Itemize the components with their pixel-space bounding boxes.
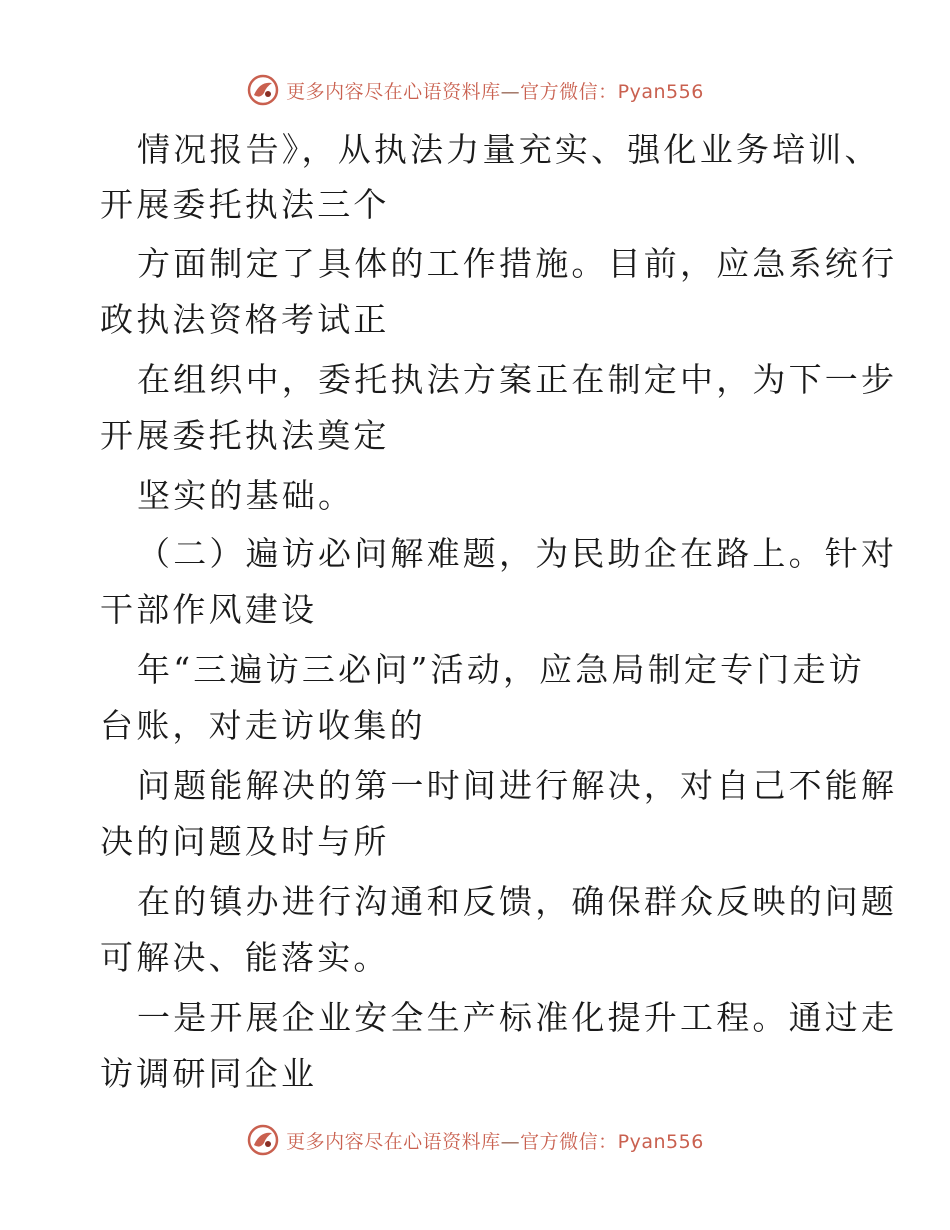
text-line: 访调研同企业 bbox=[100, 1054, 318, 1093]
text-line: 政执法资格考试正 bbox=[100, 300, 390, 339]
watermark-text bbox=[286, 1127, 704, 1154]
logo-icon bbox=[246, 1123, 280, 1157]
text-line: 年“三遍访三必问”活动，应急局制定专门走访 bbox=[137, 650, 865, 689]
watermark-contact: 官方微信：Pyan556 bbox=[520, 1130, 704, 1153]
text-line: 坚实的基础。 bbox=[137, 476, 355, 515]
text-line: 台账，对走访收集的 bbox=[100, 706, 426, 745]
watermark-separator: — bbox=[500, 1130, 521, 1153]
watermark-text bbox=[286, 77, 704, 104]
text-line: 干部作风建设 bbox=[100, 590, 318, 629]
watermark-banner-top bbox=[0, 70, 950, 110]
logo-icon bbox=[246, 73, 280, 107]
watermark-brand: 更多内容尽在心语资料库 bbox=[286, 1130, 501, 1153]
text-line: 决的问题及时与所 bbox=[100, 822, 390, 861]
text-line: 开展委托执法三个 bbox=[100, 185, 390, 224]
text-line: 一是开展企业安全生产标准化提升工程。通过走 bbox=[137, 998, 898, 1037]
text-line: （二）遍访必问解难题，为民助企在路上。针对 bbox=[137, 534, 898, 573]
text-line: 在组织中，委托执法方案正在制定中，为下一步 bbox=[137, 360, 898, 399]
watermark-brand: 更多内容尽在心语资料库 bbox=[286, 80, 501, 103]
text-line: 开展委托执法奠定 bbox=[100, 416, 390, 455]
watermark-separator: — bbox=[500, 80, 521, 103]
text-line: 问题能解决的第一时间进行解决，对自己不能解 bbox=[137, 766, 898, 805]
watermark-contact: 官方微信：Pyan556 bbox=[520, 80, 704, 103]
text-line: 方面制定了具体的工作措施。目前，应急系统行 bbox=[137, 244, 898, 283]
text-line: 可解决、能落实。 bbox=[100, 938, 390, 977]
text-line: 在的镇办进行沟通和反馈，确保群众反映的问题 bbox=[137, 882, 898, 921]
watermark-banner-bottom bbox=[0, 1120, 950, 1160]
text-line: 情况报告》，从执法力量充实、强化业务培训、 bbox=[137, 130, 881, 169]
